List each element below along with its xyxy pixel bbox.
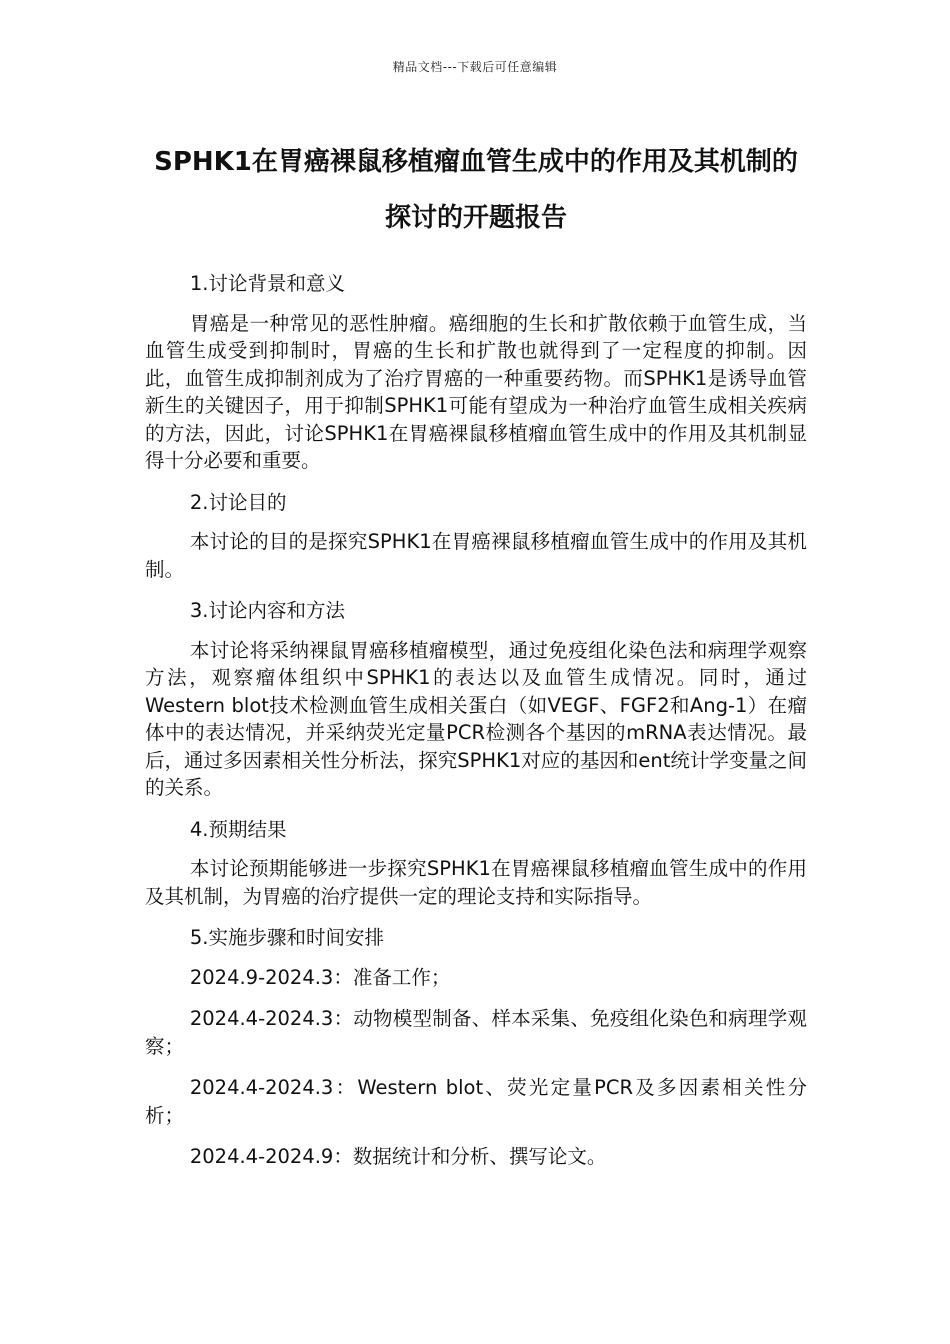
document-title: SPHK1在胃癌裸鼠移植瘤血管生成中的作用及其机制的探讨的开题报告 <box>154 147 798 233</box>
section-heading: 3.讨论内容和方法 <box>189 599 345 622</box>
body-paragraph: 本讨论的目的是探究SPHK1在胃癌裸鼠移植瘤血管生成中的作用及其机制。 <box>145 530 807 581</box>
schedule-item: 2024.4-2024.3：动物模型制备、样本采集、免疫组化染色和病理学观察； <box>145 1007 807 1058</box>
section-heading: 1.讨论背景和意义 <box>189 272 345 295</box>
body-paragraph: 胃癌是一种常见的恶性肿瘤。癌细胞的生长和扩散依赖于血管生成，当血管生成受到抑制时，胃癌的生长和扩散也就得到了一定程度的抑制。因此，血管生成抑制剂成为了治疗胃癌的一种重要药物。而SPHK1是诱导血管新生的关键因子，用于抑制SPHK1可能有望成为一种治疗血管生成相关疾病的方法，因此，讨论SPHK1在胃癌裸鼠移植瘤血管生成中的作用及其机制显得十分必要和重要。 <box>145 311 807 472</box>
document-body <box>145 270 807 1185</box>
body-paragraph: 本讨论预期能够进一步探究SPHK1在胃癌裸鼠移植瘤血管生成中的作用及其机制，为胃癌的治疗提供一定的理论支持和实际指导。 <box>145 857 807 908</box>
body-paragraph: 本讨论将采纳裸鼠胃癌移植瘤模型，通过免疫组化染色法和病理学观察方法，观察瘤体组织中SPHK1的表达以及血管生成情况。同时，通过Western blot技术检测血管生成相关蛋白（如VEGF、FGF2和Ang-1）在瘤体中的表达情况，并采纳荧光定量PCR检测各个基因的mRNA表达情况。最后，通过多因素相关性分析法，探究SPHK1对应的基因和ent统计学变量之间的关系。 <box>145 638 807 799</box>
schedule-item: 2024.4-2024.9：数据统计和分析、撰写论文。 <box>189 1145 607 1168</box>
schedule-item: 2024.4-2024.3：Western blot、荧光定量PCR及多因素相关性分析； <box>145 1076 807 1127</box>
section-heading: 5.实施步骤和时间安排 <box>189 926 384 949</box>
section-heading: 2.讨论目的 <box>189 490 287 514</box>
schedule-item: 2024.9-2024.3：准备工作； <box>189 965 451 989</box>
section-heading: 4.预期结果 <box>189 817 287 841</box>
header-note: 精品文档---下载后可任意编辑 <box>392 60 558 74</box>
